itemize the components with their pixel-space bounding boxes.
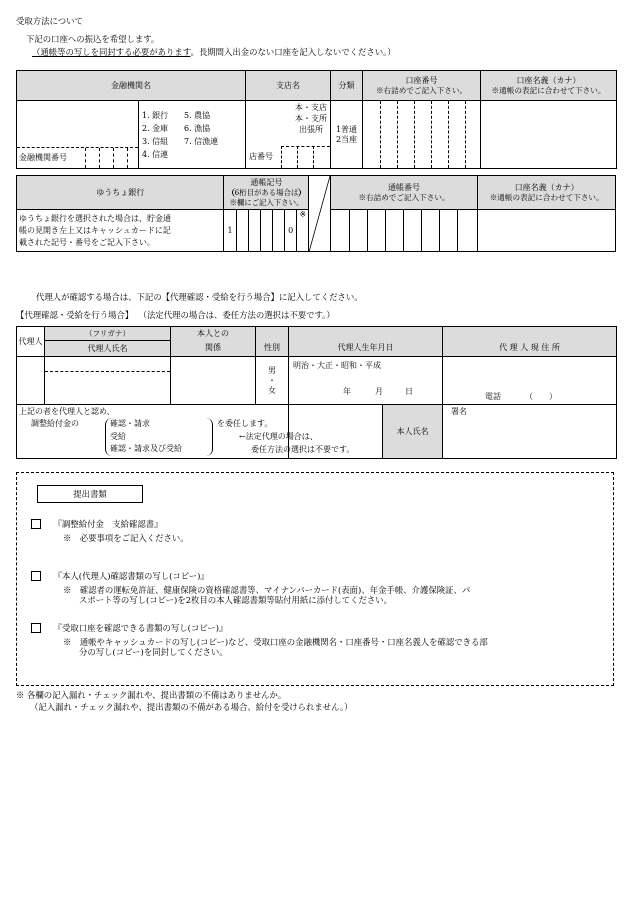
- header-proxy-name: 代理人氏名: [45, 341, 171, 357]
- signature-input[interactable]: [443, 405, 617, 459]
- passbook-number-box-6: [439, 210, 440, 251]
- bank-code-box-4[interactable]: [127, 148, 128, 168]
- bank-type-option-2[interactable]: 2. 金庫: [142, 124, 169, 133]
- receipt-line2-rest: 。長期間入出金のない口座を記入しないでください。）: [190, 47, 396, 57]
- bank-type-option-4[interactable]: 4. 信連: [142, 150, 169, 159]
- receipt-line2-underlined: （通帳等の写しを同封する必要があります: [32, 47, 191, 57]
- slash-line: [309, 176, 330, 252]
- address-input[interactable]: [443, 357, 617, 405]
- bank-type-col-2: [184, 109, 218, 148]
- account-number-box-6: [465, 101, 466, 168]
- passbook-number-box-7: [457, 210, 458, 251]
- branch-code-box-2[interactable]: [297, 146, 298, 168]
- proxy-table: [16, 326, 617, 459]
- footer-line2: （記入漏れ・チェック漏れや、提出書類の不備がある場合、給付を受けられません。）: [30, 702, 353, 712]
- proxy-heading: [16, 310, 335, 321]
- header-relation-bottom: 関係: [171, 341, 256, 357]
- symbol-digit-3[interactable]: [248, 210, 260, 252]
- header-address: 代 理 人 現 住 所: [443, 341, 617, 357]
- gender-male[interactable]: 男: [268, 365, 276, 375]
- header-passbook-symbol: [224, 176, 309, 210]
- header-yucho-holder: [478, 176, 616, 210]
- era-options[interactable]: 明治・大正・昭和・平成: [293, 361, 381, 370]
- bank-code-box-2[interactable]: [99, 148, 100, 168]
- bank-type-option-5[interactable]: 5. 農協: [184, 111, 211, 120]
- header-yucho: ゆうちょ銀行: [17, 176, 224, 210]
- passbook-number-box-1: [349, 210, 350, 251]
- account-type-option-1[interactable]: 1普通: [335, 124, 358, 134]
- phone-label: 電話: [485, 392, 501, 401]
- account-number-input[interactable]: [363, 101, 481, 169]
- header-relation-line1: 本人との: [197, 328, 229, 338]
- year-label: 年: [343, 387, 351, 396]
- document-note-1: ※ 必要事項をご記入ください。: [63, 532, 189, 543]
- header-passbook-number-note: ※右詰めでご記入下さい。: [358, 192, 450, 202]
- relation-input[interactable]: [171, 357, 256, 405]
- documents-title: 提出書類: [37, 485, 143, 503]
- proxy-heading-note: （法定代理の場合は、委任方法の選択は不要です。）: [138, 310, 335, 320]
- document-note-2-line1: ※ 確認者の運転免許証、健康保険の資格確認書等、マイナンバーカード(表面)、年金手帳、介護保険証、パ: [63, 584, 471, 595]
- passbook-number-box-4: [403, 210, 404, 251]
- header-gender: 性別: [256, 341, 289, 357]
- passbook-number-box-3: [385, 210, 386, 251]
- phone-parens: （ ）: [525, 392, 557, 401]
- symbol-digit-6: 0: [285, 210, 297, 252]
- header-passbook-number: [330, 176, 478, 210]
- gender-female[interactable]: 女: [268, 385, 276, 395]
- header-yucho-holder-label: 口座名義（カナ）: [514, 182, 579, 192]
- branch-type-option-3[interactable]: 出張所: [299, 125, 323, 134]
- document-note-3-line1: ※ 通帳やキャッシュカードの写し(コピー)など、受取口座の金融機関名・口座番号・口座名義人を確認できる部: [63, 636, 488, 647]
- bank-code-label: 金融機関番号: [19, 153, 67, 162]
- passbook-number-box-2: [367, 210, 368, 251]
- branch-code-box-3[interactable]: [313, 146, 314, 168]
- account-type-cell[interactable]: [331, 101, 363, 169]
- header-bank-name: 金融機関名: [17, 71, 246, 101]
- header-account-holder: [481, 71, 617, 101]
- document-title-2: 『本人(代理人)確認書類の写し(コピー)』: [53, 571, 209, 581]
- option-confirm-claim[interactable]: 確認・請求: [110, 419, 150, 428]
- document-note-2-line2: スポート等の写し(コピー)を2枚目の本人確認書類等貼付用紙に添付してください。: [79, 595, 393, 605]
- bank-type-col-1: [142, 109, 168, 161]
- header-account-number-note: ※右詰めでご記入下さい。: [375, 85, 468, 95]
- header-birth: 代理人生年月日: [289, 341, 443, 357]
- symbol-digit-5[interactable]: [272, 210, 284, 252]
- delegation-line2: 調整給付金の: [31, 419, 79, 428]
- header-branch-name: 支店名: [246, 71, 331, 101]
- header-yucho-holder-note: ※通帳の表記に合わせて下さい。: [489, 192, 604, 202]
- documents-box: [16, 472, 614, 686]
- gender-separator: ・: [268, 375, 276, 385]
- account-type-option-2[interactable]: 2当座: [335, 134, 358, 144]
- principal-name-label: 本人氏名: [383, 405, 443, 459]
- bank-account-table: [16, 70, 617, 169]
- bank-code-box-1[interactable]: [85, 148, 86, 168]
- option-confirm-claim-receive[interactable]: 確認・請求及び受給: [110, 444, 182, 453]
- header-account-type: 分類: [331, 71, 363, 101]
- day-label: 日: [405, 387, 413, 396]
- yucho-account-table: [16, 175, 616, 252]
- legal-note-line1: ←法定代理の場合は、: [239, 432, 318, 441]
- bank-type-option-3[interactable]: 3. 信組: [142, 137, 169, 146]
- birth-date-input[interactable]: [289, 357, 443, 405]
- header-passbook-number-label: 通帳番号: [388, 182, 420, 192]
- entrust-text: を委任します。: [217, 419, 273, 428]
- branch-name-input-cell[interactable]: [246, 101, 331, 169]
- bank-name-input-cell[interactable]: [17, 101, 139, 169]
- header-relation: [171, 327, 256, 341]
- header-address-top: [443, 327, 617, 341]
- document-checkbox-2[interactable]: [31, 571, 41, 581]
- header-account-holder-note: ※通帳の表記に合わせて下さい。: [491, 85, 606, 95]
- document-item-2: [31, 571, 470, 606]
- proxy-name-input[interactable]: [45, 357, 171, 405]
- header-account-number-label: 口座番号: [405, 75, 438, 85]
- document-note-3-line2: 分の写し(コピー)を同封してください。: [79, 647, 228, 657]
- header-account-holder-label: 口座名義（カナ）: [516, 75, 581, 85]
- footer-line1: ※ 各欄の記入漏れ・チェック漏れや、提出書類の不備はありませんか。: [16, 690, 287, 700]
- header-furigana: （フリガナ）: [45, 327, 171, 341]
- yucho-holder-input[interactable]: [478, 210, 616, 252]
- proxy-heading-title: 【代理確認・受給を行う場合】: [16, 310, 134, 320]
- receipt-title: 受取方法について: [16, 16, 83, 26]
- document-item-1: [31, 519, 189, 543]
- bank-code-row: [17, 147, 138, 168]
- bank-type-option-6[interactable]: 6. 漁協: [184, 124, 211, 133]
- yucho-note-line-1: ゆうちょ銀行を選択された場合は，貯金通: [19, 213, 171, 223]
- gender-options[interactable]: [256, 357, 289, 405]
- star-mark: ※: [299, 210, 307, 219]
- header-birth-top: [289, 327, 443, 341]
- month-label: 月: [375, 387, 383, 396]
- branch-type-options: [295, 102, 327, 135]
- yucho-note-line-3: 載された記号・番号をご記入下さい。: [19, 237, 155, 247]
- branch-code-row: [246, 146, 330, 168]
- account-number-box-4: [431, 101, 432, 168]
- symbol-digit-4[interactable]: [260, 210, 272, 252]
- legal-note-line2: 委任方法の選択は不要です。: [251, 445, 355, 454]
- document-title-3: 『受取口座を確認できる書類の写し(コピー)』: [53, 623, 228, 633]
- account-number-box-5: [448, 101, 449, 168]
- passbook-number-box-5: [421, 210, 422, 251]
- bank-code-box-3[interactable]: [113, 148, 114, 168]
- header-passbook-symbol-note2: ※欄にご記入下さい。: [229, 197, 304, 207]
- branch-code-box-1[interactable]: [281, 146, 330, 168]
- proxy-row-label: 代理人: [17, 327, 45, 357]
- symbol-digit-1: 1: [224, 210, 236, 252]
- header-account-number: [363, 71, 481, 101]
- branch-code-label: 店番号: [249, 152, 273, 161]
- branch-type-option-2[interactable]: 本・支所: [295, 114, 327, 123]
- branch-type-option-1[interactable]: 本・支店: [295, 103, 327, 112]
- bank-type-option-7[interactable]: 7. 信漁連: [184, 137, 219, 146]
- header-passbook-symbol-note1: 6桁目がある場合は: [224, 188, 308, 197]
- document-title-1: 『調整給付金 支給確認書』: [53, 519, 163, 529]
- symbol-digit-extra[interactable]: [297, 210, 309, 252]
- proxy-intro: 代理人が確認する場合は、下記の【代理確認・受給を行う場合】に記入してください。: [36, 292, 363, 302]
- document-checkbox-1[interactable]: [31, 519, 41, 529]
- bank-type-option-1[interactable]: 1. 銀行: [142, 111, 169, 120]
- delegation-line1: 上記の者を代理人と認め、: [19, 407, 115, 416]
- document-item-3: [31, 623, 488, 658]
- account-number-box-3: [414, 101, 415, 168]
- slash-cell: [309, 176, 330, 252]
- receipt-line2: [32, 47, 396, 58]
- passbook-number-input[interactable]: [330, 210, 478, 252]
- option-receive[interactable]: 受給: [110, 431, 126, 441]
- yucho-note-line-2: 帳の見開き左上又はキャッシュカードに記: [19, 225, 171, 235]
- account-number-box-2: [397, 101, 398, 168]
- account-number-box-1: [380, 101, 381, 168]
- bank-type-cell[interactable]: [139, 101, 246, 169]
- proxy-row-label-cont: [17, 357, 45, 405]
- header-gender-top: [256, 327, 289, 341]
- header-passbook-symbol-label: 通帳記号: [250, 178, 283, 188]
- receipt-line1: 下記の口座への振込を希望します。: [26, 34, 160, 44]
- document-checkbox-3[interactable]: [31, 623, 41, 633]
- yucho-note: [17, 210, 224, 252]
- symbol-digit-2[interactable]: [236, 210, 248, 252]
- signature-label: 署名: [451, 407, 467, 416]
- account-holder-input[interactable]: [481, 101, 617, 169]
- delegation-options: [105, 418, 213, 456]
- furigana-divider: [45, 371, 170, 372]
